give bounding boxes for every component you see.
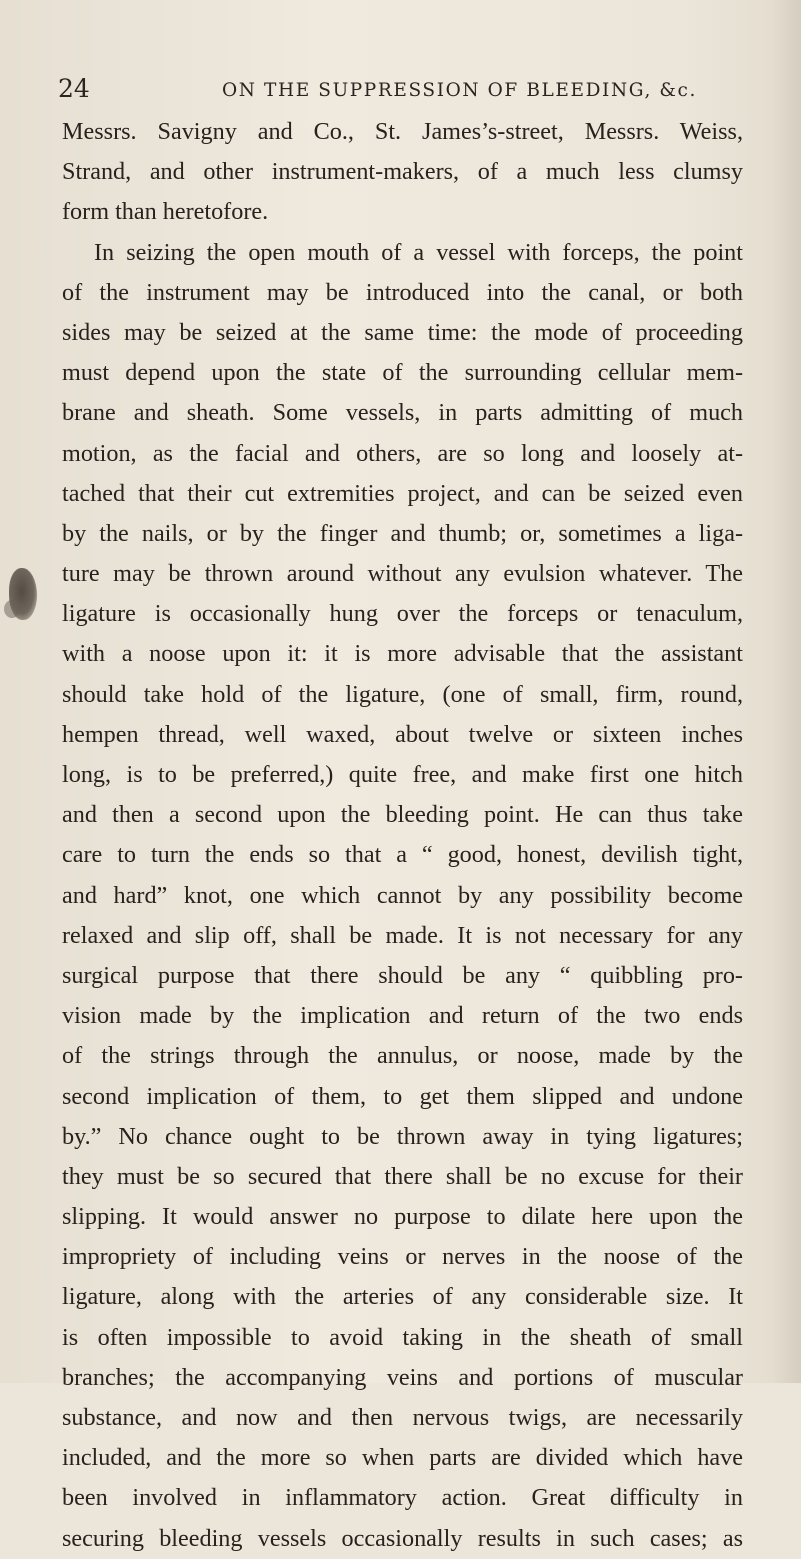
page-number: 24 (58, 74, 90, 103)
text-line: surgical purpose that there should be any “ quibbling pro- (62, 961, 743, 989)
text-line: long, is to be preferred,) quite free, and make first one hitch (62, 761, 743, 788)
text-line: Messrs. Savigny and Co., St. James’s-street, Messrs. Weiss, (62, 118, 743, 145)
text-line: ture may be thrown around without any evulsion whatever. The (62, 560, 743, 588)
text-line: relaxed and slip off, shall be made. It is not necessary for any (62, 921, 743, 949)
body-text (62, 112, 743, 1559)
text-line: form than heretofore. (62, 198, 269, 226)
text-line: they must be so secured that there shall be no excuse for their (62, 1162, 743, 1190)
text-line: Strand, and other instrument-makers, of a much less clumsy (62, 158, 743, 186)
text-line: been involved in inflammatory action. Great difficulty in (62, 1484, 743, 1512)
text-line: and hard” knot, one which cannot by any possibility become (62, 881, 743, 909)
running-head: ON THE SUPPRESSION OF BLEEDING, &c. (222, 80, 697, 101)
text-line: is often impossible to avoid taking in the sheath of small (62, 1323, 743, 1351)
text-line: ligature, along with the arteries of any considerable size. It (62, 1283, 743, 1311)
text-line: and then a second upon the bleeding point. He can thus take (62, 801, 743, 829)
text-line: second implication of them, to get them slipped and undone (62, 1082, 743, 1110)
page-header (58, 70, 758, 110)
text-line: brane and sheath. Some vessels, in parts admitting of much (62, 399, 743, 427)
text-line: should take hold of the ligature, (one of small, firm, round, (62, 680, 743, 708)
text-line: vision made by the implication and return of the two ends (62, 1002, 743, 1030)
text-line: motion, as the facial and others, are so long and loosely at- (62, 439, 743, 467)
text-line: of the strings through the annulus, or noose, made by the (62, 1042, 743, 1070)
text-line: hempen thread, well waxed, about twelve or sixteen inches (62, 720, 743, 748)
text-line: by.” No chance ought to be thrown away in tying ligatures; (62, 1122, 743, 1150)
text-line: ligature is occasionally hung over the forceps or tenaculum, (62, 600, 743, 628)
text-line: must depend upon the state of the surrounding cellular mem- (62, 359, 743, 387)
ink-spot (4, 600, 20, 618)
text-line: substance, and now and then nervous twigs, are necessarily (62, 1404, 743, 1431)
text-line: slipping. It would answer no purpose to dilate here upon the (62, 1203, 743, 1231)
text-line: tached that their cut extremities project, and can be seized even (62, 479, 743, 507)
text-line: by the nails, or by the finger and thumb; or, sometimes a liga- (62, 519, 743, 547)
text-line: impropriety of including veins or nerves in the noose of the (62, 1243, 743, 1271)
text-line: with a noose upon it: it is more advisable that the assistant (62, 640, 743, 668)
text-line: care to turn the ends so that a “ good, honest, devilish tight, (62, 841, 743, 869)
text-line: In seizing the open mouth of a vessel with forceps, the point (94, 238, 743, 266)
text-line: sides may be seized at the same time: the mode of proceeding (62, 318, 743, 346)
text-line: included, and the more so when parts are divided which have (62, 1444, 743, 1472)
text-line: of the instrument may be introduced into the canal, or both (62, 278, 743, 306)
text-line: securing bleeding vessels occasionally results in such cases; as (62, 1524, 743, 1552)
text-line: branches; the accompanying veins and portions of muscular (62, 1363, 743, 1391)
